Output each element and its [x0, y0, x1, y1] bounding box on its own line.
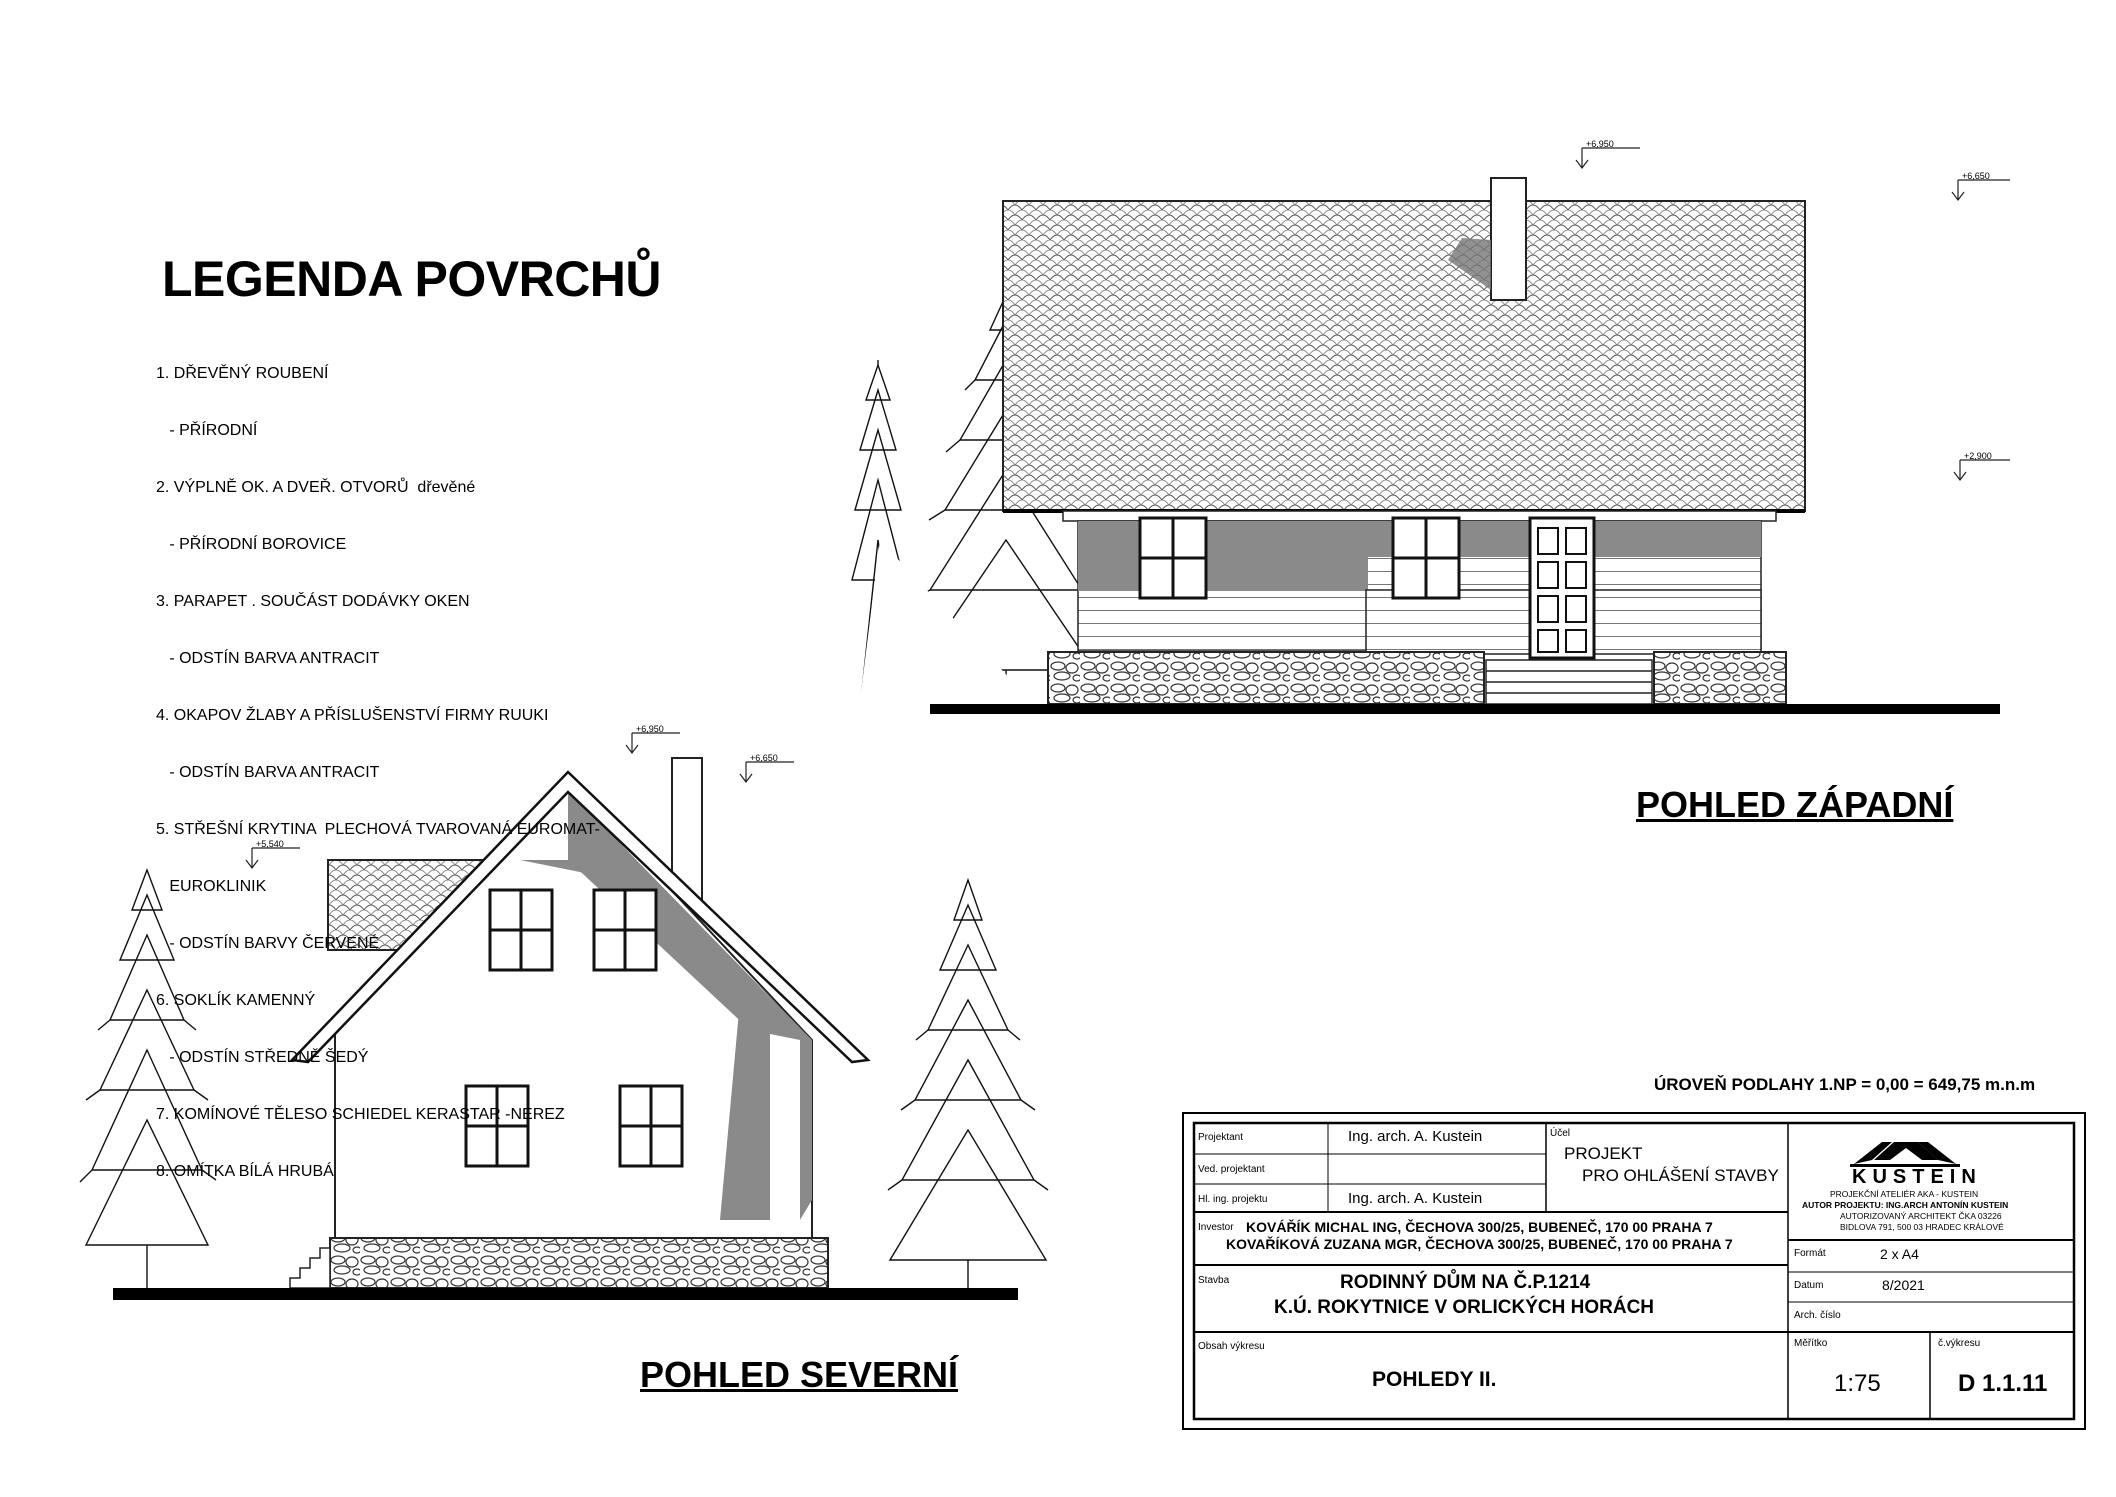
legend-item: 7. KOMÍNOVÉ TĚLESO SCHIEDEL KERASTAR -NEREZ — [156, 1106, 565, 1123]
north-level-6950: +6,950 — [636, 724, 664, 734]
autorizovany-text: AUTORIZOVANÝ ARCHITEKT ČKA 03226 — [1840, 1211, 2002, 1221]
hl-ing-value: Ing. arch. A. Kustein — [1348, 1190, 1483, 1207]
stavba-line2: K.Ú. ROKYTNICE V ORLICKÝCH HORÁCH — [1274, 1297, 1655, 1318]
legend-item: EUROKLINIK — [156, 878, 267, 895]
legend-item: 6. SOKLÍK KAMENNÝ — [156, 992, 316, 1009]
obsah-label: Obsah výkresu — [1198, 1341, 1265, 1352]
north-steps — [290, 1248, 330, 1288]
west-ground-line — [930, 704, 2000, 714]
west-plinth-right — [1654, 652, 1786, 704]
north-view-title: POHLED SEVERNÍ — [640, 1354, 959, 1395]
ucel-line2: PRO OHLÁŠENÍ STAVBY — [1582, 1166, 1779, 1185]
legend-item: 4. OKAPOV ŽLABY A PŘÍSLUŠENSTVÍ FIRMY RUUKI — [156, 707, 549, 724]
floor-level-note: ÚROVEŇ PODLAHY 1.NP = 0,00 = 649,75 m.n.m — [1654, 1075, 2036, 1094]
projektant-label: Projektant — [1198, 1132, 1244, 1143]
north-plinth — [330, 1238, 828, 1288]
investor-line2: KOVAŘÍKOVÁ ZUZANA MGR, ČECHOVA 300/25, BUBENEČ, 170 00 PRAHA 7 — [1226, 1236, 1733, 1252]
west-level-6950: +6,950 — [1586, 139, 1614, 149]
ucel-line1: PROJEKT — [1564, 1144, 1643, 1163]
atelier-text: PROJEKČNÍ ATELIÉR AKA - KUSTEIN — [1830, 1189, 1979, 1199]
legend-item: - ODSTÍN BARVY ČERVENÉ — [156, 935, 380, 952]
obsah-value: POHLEDY II. — [1372, 1368, 1497, 1391]
west-plinth-left — [1048, 652, 1484, 704]
meritko-label: Měřítko — [1794, 1338, 1828, 1349]
autor-text: AUTOR PROJEKTU: ING.ARCH ANTONÍN KUSTEIN — [1802, 1200, 2009, 1210]
legend-item: - PŘÍRODNÍ — [156, 422, 258, 439]
logo-name: KUSTEIN — [1852, 1166, 1982, 1188]
west-steps — [1486, 660, 1652, 704]
hl-ing-label: Hl. ing. projektu — [1198, 1194, 1268, 1205]
ucel-label: Účel — [1550, 1128, 1571, 1139]
west-door — [1530, 518, 1594, 658]
west-window-2 — [1393, 518, 1459, 598]
ved-projektant-label: Ved. projektant — [1198, 1164, 1265, 1175]
datum-label: Datum — [1794, 1280, 1824, 1291]
west-level-2900: +2,900 — [1964, 451, 1992, 461]
title-block — [1182, 1112, 2086, 1430]
legend-item: - ODSTÍN BARVA ANTRACIT — [156, 764, 380, 781]
meritko-value: 1:75 — [1834, 1370, 1881, 1397]
west-chimney — [1491, 178, 1526, 300]
stavba-line1: RODINNÝ DŮM NA Č.P.1214 — [1340, 1272, 1591, 1293]
legend-item: 2. VÝPLNĚ OK. A DVEŘ. OTVORŮ dřevěné — [156, 479, 476, 496]
stavba-label: Stavba — [1198, 1275, 1230, 1286]
legend-item: 8. OMÍTKA BÍLÁ HRUBÁ — [156, 1163, 334, 1180]
west-window-1 — [1140, 518, 1206, 598]
adresa-text: BIDLOVA 791, 500 03 HRADEC KRÁLOVÉ — [1840, 1222, 2004, 1232]
north-tree-right — [888, 880, 1048, 1290]
north-ground-line — [113, 1288, 1018, 1300]
north-window-upper-2 — [594, 890, 656, 970]
investor-label: Investor — [1198, 1222, 1234, 1233]
legend-item: - ODSTÍN STŘEDNĚ ŠEDÝ — [156, 1049, 369, 1066]
north-window-lower-2 — [620, 1086, 682, 1166]
west-view-title: POHLED ZÁPADNÍ — [1636, 784, 1954, 825]
format-label: Formát — [1794, 1248, 1826, 1259]
legend-item: 3. PARAPET . SOUČÁST DODÁVKY OKEN — [156, 593, 470, 610]
investor-line1: KOVÁŘÍK MICHAL ING, ČECHOVA 300/25, BUBENEČ, 170 00 PRAHA 7 — [1246, 1219, 1713, 1235]
north-level-6650: +6,650 — [750, 753, 778, 763]
arch-label: Arch. číslo — [1794, 1310, 1841, 1321]
west-roof — [1003, 201, 1805, 511]
legend-title: LEGENDA POVRCHŮ — [162, 251, 662, 307]
legend-item: - ODSTÍN BARVA ANTRACIT — [156, 650, 380, 667]
cislo-value: D 1.1.11 — [1958, 1370, 2048, 1397]
legend-list — [156, 326, 600, 1200]
west-elevation — [852, 148, 2010, 714]
cislo-label: č.výkresu — [1938, 1338, 1981, 1349]
datum-value: 8/2021 — [1882, 1277, 1925, 1293]
format-value: 2 x A4 — [1880, 1246, 1919, 1262]
legend-item: 1. DŘEVĚNÝ ROUBENÍ — [156, 365, 329, 382]
kustein-logo-icon — [1850, 1142, 1960, 1167]
projektant-value: Ing. arch. A. Kustein — [1348, 1128, 1483, 1145]
west-level-6650: +6,650 — [1962, 171, 1990, 181]
legend-item: - PŘÍRODNÍ BOROVICE — [156, 536, 347, 553]
north-level-5540: +5,540 — [256, 839, 284, 849]
legend-item: 5. STŘEŠNÍ KRYTINA PLECHOVÁ TVAROVANÁ EUROMAT- — [156, 821, 600, 838]
